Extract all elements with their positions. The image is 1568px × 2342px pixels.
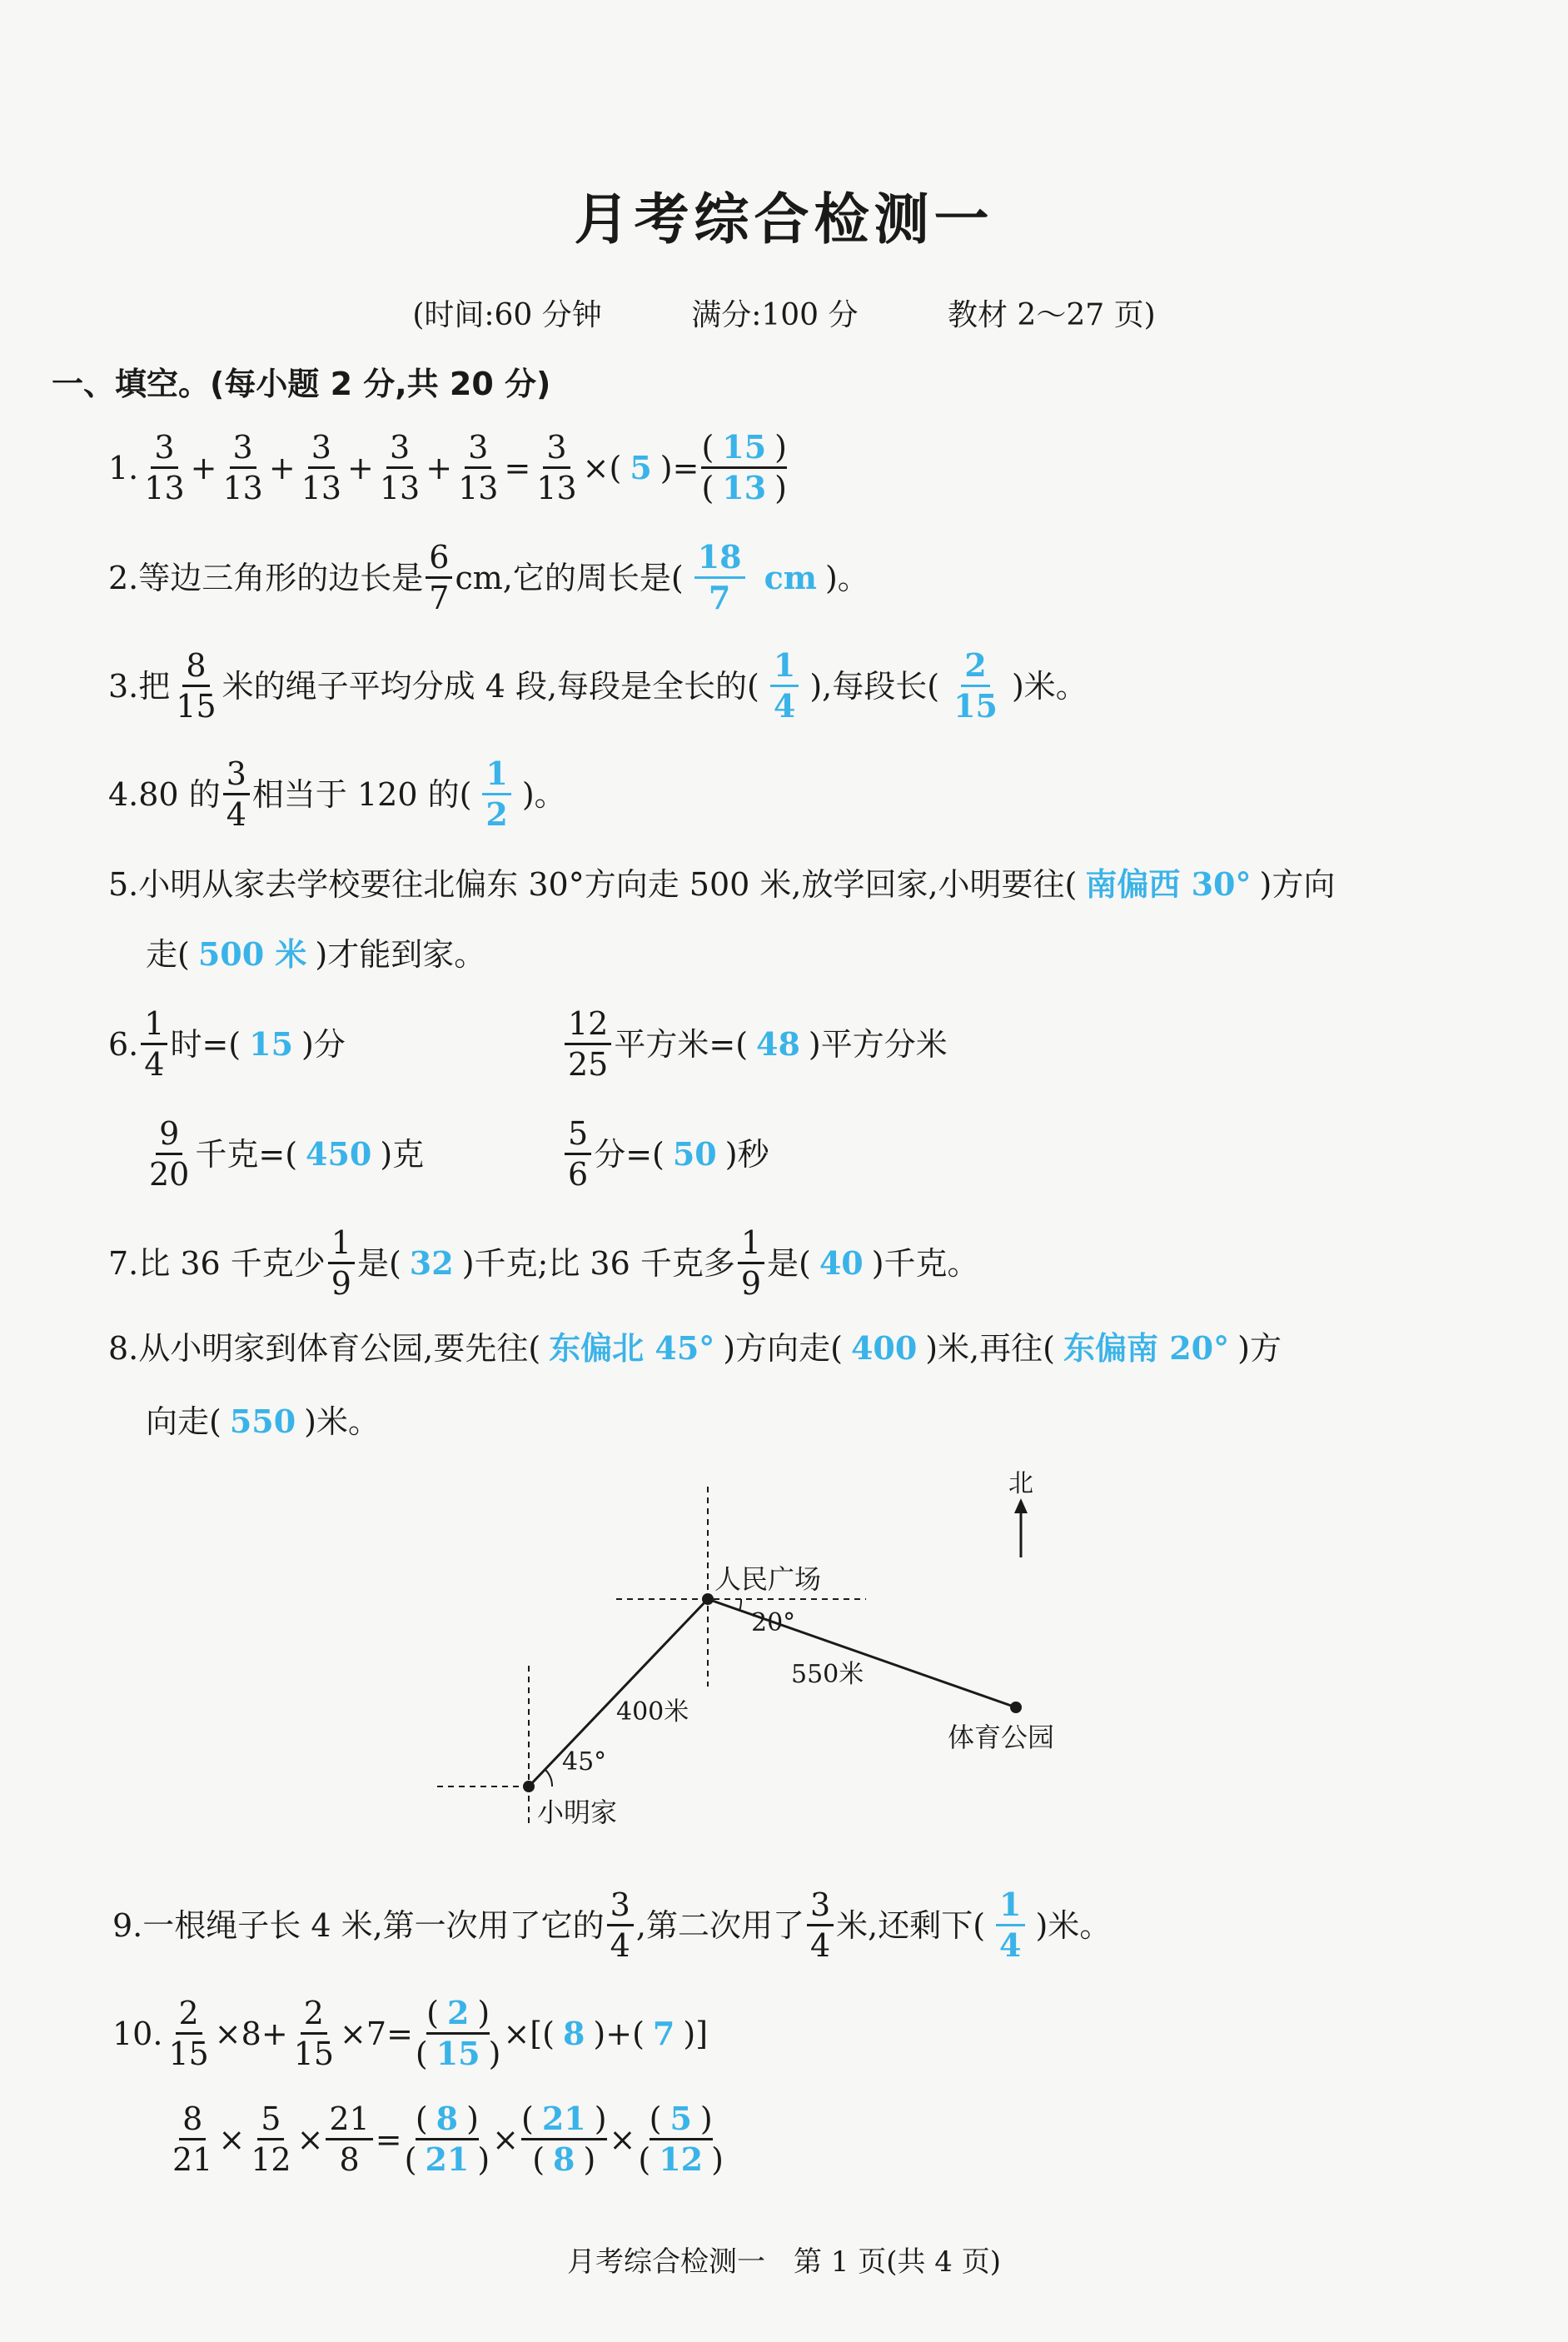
times-sign: × <box>492 2120 519 2158</box>
q6a-answer: 15 <box>249 1024 294 1063</box>
q10-answer-fraction-1: $\frac{( 8 )}{( 21 )}$ <box>404 2100 490 2178</box>
q9-text: ,第二次用了 <box>635 1906 804 1944</box>
q5-answer-1: 南偏西 30° <box>1085 865 1252 903</box>
question-8 <box>108 1329 1282 1367</box>
q6-number: 6. <box>108 1025 139 1063</box>
q4-fraction: $\frac{3}{4}$ <box>223 758 250 830</box>
q8-text: 向走( <box>146 1403 222 1440</box>
q5-text: 走( <box>146 936 190 973</box>
q10-multiplier: 7 <box>366 2015 387 2052</box>
q5-text: 5.小明从家去学校要往北偏东 30°方向走 500 米,放学回家,小明要往( <box>108 866 1078 903</box>
q1-fraction: $\frac{3}{13}$ <box>458 429 499 506</box>
q1-fraction: $\frac{3}{13}$ <box>144 429 185 506</box>
q7-fraction: $\frac{1}{9}$ <box>738 1227 764 1299</box>
q3-text: )米。 <box>1011 667 1088 705</box>
q3-text: 3.把 <box>108 667 171 705</box>
q10-answer-fraction: $\frac{( 2 )}{( 15 )}$ <box>415 1994 501 2072</box>
q6b-unit: )平方分米 <box>808 1025 948 1063</box>
q5-text: )方向 <box>1259 866 1336 903</box>
question-10-line2 <box>167 2100 726 2178</box>
q2-answer-fraction: $\frac{18}{7}$ <box>686 541 754 614</box>
home-point <box>523 1781 535 1792</box>
angle-45-label: 45° <box>562 1747 607 1776</box>
equals-sign: = <box>386 2015 413 2052</box>
paren: ) <box>593 2015 606 2052</box>
q6c-unit: 千克=( <box>195 1135 298 1173</box>
question-9 <box>112 1886 1112 1964</box>
question-6b <box>562 1005 948 1083</box>
angle-20-label: 20° <box>751 1608 796 1637</box>
question-5-line2 <box>146 935 486 973</box>
q3-fraction: $\frac{8}{15}$ <box>176 647 217 725</box>
q10-number: 10. <box>112 2015 163 2052</box>
q2-answer-unit: cm <box>764 558 817 596</box>
question-7 <box>108 1224 979 1302</box>
q7-answer-1: 32 <box>409 1243 454 1282</box>
full-score: 满分:100 分 <box>691 298 859 332</box>
q8-text: )方向走( <box>723 1330 843 1367</box>
route-home-to-square <box>529 1599 708 1786</box>
park-point <box>1010 1702 1022 1713</box>
times-sign: × <box>214 2015 241 2052</box>
q6b-unit: 平方米=( <box>614 1025 749 1063</box>
q2-text: cm,它的周长是( <box>455 559 684 596</box>
q10-fraction: $\frac{21}{8}$ <box>326 2103 372 2175</box>
q1-fraction: $\frac{3}{13}$ <box>301 429 342 506</box>
plus-sign: + <box>268 449 296 486</box>
q7-text: )千克。 <box>871 1244 979 1282</box>
north-label: 北 <box>1008 1469 1033 1498</box>
q6a-unit: )分 <box>301 1025 346 1063</box>
q4-text: 4.80 的 <box>108 775 221 813</box>
q6d-unit: 分=( <box>594 1135 665 1173</box>
question-6a <box>108 1005 346 1083</box>
q7-answer-2: 40 <box>819 1243 864 1282</box>
q7-fraction: $\frac{1}{9}$ <box>328 1227 355 1299</box>
section-heading: 一、填空。(每小题 2 分,共 20 分) <box>52 366 551 402</box>
q6a-unit: 时=( <box>170 1025 241 1063</box>
equals-sign: = <box>672 449 699 486</box>
q10-fraction: $\frac{2}{15}$ <box>168 1995 209 2072</box>
distance-400-label: 400米 <box>616 1697 689 1727</box>
q4-text: )。 <box>521 775 566 813</box>
paren: ( <box>542 2015 555 2052</box>
q9-text: )米。 <box>1035 1906 1112 1944</box>
q1-fraction: $\frac{3}{13}$ <box>222 429 263 506</box>
q2-text: )。 <box>824 559 869 596</box>
q7-text: )千克;比 36 千克多 <box>461 1244 735 1282</box>
q7-text: 是( <box>356 1244 401 1282</box>
plus-sign: + <box>605 2015 633 2052</box>
page-title: 月考综合检测一 <box>574 187 994 252</box>
question-5 <box>108 865 1336 903</box>
question-8-line2 <box>146 1403 380 1440</box>
q6b-fraction: $\frac{12}{25}$ <box>565 1008 611 1080</box>
question-1 <box>108 428 789 506</box>
equals-sign: = <box>375 2120 402 2158</box>
q10-fraction: $\frac{8}{21}$ <box>172 2100 213 2178</box>
plus-sign: + <box>426 449 453 486</box>
q8-text: )米,再往( <box>925 1330 1056 1367</box>
route-diagram <box>416 1462 1083 1845</box>
paren: ( <box>632 2015 645 2052</box>
q4-answer: $\frac{1}{2}$ <box>474 758 519 830</box>
q2-text: 2.等边三角形的边长是 <box>108 559 424 596</box>
north-arrow-icon <box>1014 1498 1028 1513</box>
plus-sign: + <box>261 2015 288 2052</box>
q6d-answer: 50 <box>672 1134 717 1173</box>
q6c-answer: 450 <box>306 1134 372 1173</box>
park-label: 体育公园 <box>948 1722 1055 1753</box>
q1-number: 1. <box>108 449 139 486</box>
time-limit: (时间:60 分钟 <box>412 298 602 332</box>
q3-text: ),每段长( <box>809 667 940 705</box>
q3-answer-2: $\frac{2}{15}$ <box>953 646 998 725</box>
bracket: [ <box>530 2015 543 2052</box>
q7-text: 是( <box>767 1244 811 1282</box>
paren: ) <box>683 2015 696 2052</box>
q8-text: 8.从小明家到体育公园,要先往( <box>108 1330 541 1367</box>
q9-fraction-1: $\frac{3}{4}$ <box>607 1889 634 1961</box>
q10-answer-fraction-3: $\frac{( 5 )}{( 12 )}$ <box>638 2100 724 2178</box>
times-sign: × <box>609 2120 636 2158</box>
q9-text: 米,还剩下( <box>836 1906 986 1944</box>
q6c-fraction: $\frac{9}{20}$ <box>149 1115 190 1193</box>
q7-text: 7.比 36 千克少 <box>108 1244 326 1282</box>
angle-20-arc <box>739 1599 741 1611</box>
q9-answer: $\frac{1}{4}$ <box>988 1889 1033 1961</box>
question-6c <box>143 1115 425 1193</box>
q1-answer-fraction: $\frac{( 15 )}{( 13 )}$ <box>701 428 787 506</box>
equals-sign: = <box>504 449 531 486</box>
page-footer: 月考综合检测一 第 1 页(共 4 页) <box>566 2245 1002 2279</box>
home-label: 小明家 <box>537 1796 618 1828</box>
q10-fraction: $\frac{2}{15}$ <box>293 1995 335 2072</box>
q6d-fraction: $\frac{5}{6}$ <box>565 1118 591 1190</box>
q8-text: )米。 <box>304 1403 380 1440</box>
q9-fraction-2: $\frac{3}{4}$ <box>807 1889 834 1961</box>
question-2 <box>108 538 869 616</box>
q8-text: )方 <box>1237 1330 1282 1367</box>
q10-answer-2: 7 <box>652 2014 675 2052</box>
angle-45-arc <box>545 1770 552 1786</box>
question-3 <box>108 646 1088 725</box>
q4-text: 相当于 120 的( <box>251 775 472 813</box>
q5-answer-2: 500 米 <box>197 935 307 973</box>
q1-fraction: $\frac{3}{13}$ <box>536 429 577 506</box>
times-sign: × <box>340 2015 366 2052</box>
question-10 <box>112 1994 709 2072</box>
exam-info <box>0 292 1568 334</box>
q1-fraction: $\frac{3}{13}$ <box>379 429 421 506</box>
q10-answer-1: 8 <box>562 2014 585 2052</box>
q2-fraction: $\frac{6}{7}$ <box>426 541 452 614</box>
q6c-unit: )克 <box>380 1135 425 1173</box>
q8-answer-2: 400 <box>850 1329 918 1367</box>
times-sign: × <box>218 2120 246 2158</box>
q6d-unit: )秒 <box>724 1135 769 1173</box>
question-4 <box>108 755 566 833</box>
q3-answer-1: $\frac{1}{4}$ <box>762 650 807 722</box>
square-point <box>702 1593 714 1605</box>
bracket: ] <box>695 2015 709 2052</box>
q10-multiplier: 8 <box>241 2015 261 2052</box>
textbook-pages: 教材 2～27 页) <box>947 298 1156 332</box>
distance-550-label: 550米 <box>791 1660 864 1689</box>
q8-answer-4: 550 <box>229 1403 296 1440</box>
q6a-fraction: $\frac{1}{4}$ <box>141 1008 167 1080</box>
times-sign: × <box>296 2120 324 2158</box>
q5-text: )才能到家。 <box>315 936 486 973</box>
q1-answer: 5 <box>630 448 652 486</box>
square-label: 人民广场 <box>714 1563 822 1595</box>
question-6d <box>562 1115 769 1193</box>
q8-answer-1: 东偏北 45° <box>549 1329 715 1367</box>
times-sign: × <box>503 2015 530 2052</box>
q6b-answer: 48 <box>756 1024 800 1063</box>
paren: ) <box>660 449 673 486</box>
q10-answer-fraction-2: $\frac{( 21 )}{( 8 )}$ <box>521 2100 607 2178</box>
q9-text: 9.一根绳子长 4 米,第一次用了它的 <box>112 1906 605 1944</box>
q3-text: 米的绳子平均分成 4 段,每段是全长的( <box>222 667 759 705</box>
q10-fraction: $\frac{5}{12}$ <box>251 2100 291 2178</box>
plus-sign: + <box>190 449 217 486</box>
plus-sign: + <box>347 449 374 486</box>
times-sign: × <box>582 449 610 486</box>
q8-answer-3: 东偏南 20° <box>1063 1329 1230 1367</box>
paren: ( <box>609 449 622 486</box>
